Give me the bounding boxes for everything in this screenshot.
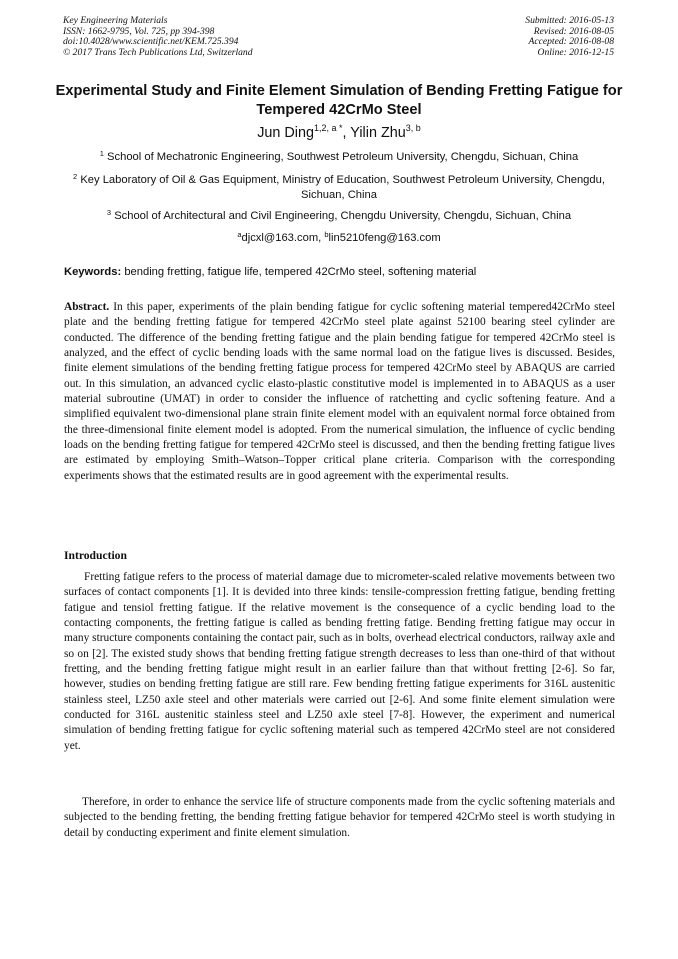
- affiliation-text: School of Architectural and Civil Engineering, Chengdu University, Chengdu, Sichuan, China: [114, 210, 572, 222]
- abstract-text: In this paper, experiments of the plain bending fatigue for cyclic softening material tempered42CrMo steel plate and the bending fretting fatigue for tempered 42CrMo steel plate against 52100 bearing steel cylinder are conducted. The difference of the bending fretting fatigue and the plain bending fatigue for tempered 42CrMo steel is analyzed, and the effect of cyclic bending loads with the same normal load on the fatigue lives is discussed. Besides, finite element simulations of the bending fretting fatigue process for tempered 42CrMo steel by ABAQUS are carried out. In this simulation, an advanced cyclic elasto-plastic constitutive model is implemented in to ABAQUS as a user material subroutine (UMAT) in order to consider the influence of ratchetting and cyclic softening feature. And a simplified equivalent two-dimensional plane strain finite element model with an equivalent normal force obtained from the three-dimensional finite element model is adopted. From the numerical simulation, the influence of cyclic bending loads on the bending fretting fatigue for tempered 42CrMo steel is discussed, and then the bending fretting fatigue lives are estimated by employing Smith–Watson–Topper critical plane criteria. Comparison with the corresponding experiments shows that the estimated results are in good agreement with the experimental results.: [64, 301, 615, 482]
- abstract: [64, 300, 615, 484]
- journal-info: [63, 16, 253, 58]
- affiliation-number: 1: [99, 149, 104, 158]
- introduction-heading: Introduction: [64, 549, 127, 562]
- introduction-paragraph: Therefore, in order to enhance the service life of structure components made from the cyclic softening materials and subjected to the bending fretting, the bending fretting fatigue behavior for tempered 42CrMo steel is worth studying in detail by conducting experiment and finite element simulation.: [64, 796, 615, 839]
- affiliation-2: [50, 173, 628, 202]
- author-name: Yilin Zhu: [350, 125, 406, 141]
- affiliation-number: 3: [106, 208, 112, 217]
- journal-name: Key Engineering Materials: [63, 15, 168, 26]
- revised-date: Revised: 2016-08-05: [533, 25, 614, 37]
- online-date: Online: 2016-12-15: [537, 46, 614, 58]
- author-emails: $^a$djcxl@163.com, $^b$lin5210feng@163.com: [237, 230, 441, 244]
- email-link[interactable]: djcxl@163.com: [241, 232, 319, 244]
- affiliation-number: 2: [73, 172, 78, 181]
- affiliation-3: [50, 209, 628, 224]
- issn-line: ISSN: 1662-9795, Vol. 725, pp 394-398: [63, 25, 215, 37]
- keywords-label: Keywords:: [64, 266, 122, 278]
- author-affiliation-marker: 1,2, a *: [314, 123, 343, 133]
- introduction-paragraph: Fretting fatigue refers to the process of material damage due to micrometer-scaled relative movements between two surfaces of contact components [1]. It is devided into three kinds: tensile-compression fretting fatigue, bending fretting fatigue and tensiol fretting fatigue. If the relative movement is the consequence of a cyclic bending load to the contacting components, the fretting fatigue is called as bending fretting fatige. Bending fretting fatigue may occur in many structure components containing the contact pair, such as in bolts, overhead electrical conductors, railway axle and so on [2]. The existed study shows that bending fretting fatigue strength decreases to less than one-third of that without fretting, and the bending fretting fatigue might result in an earlier failure than that without fretting [2-6]. So far, however, studies on bending fretting fatigue are still rare. Few bending fretting fatigue experiments for 316L austenitic stainless steel, LZ50 axle steel and other materials were carried out [2-6]. And some finite element simulation were conducted for 316L austenitic stainless steel and LZ50 axle steel [7-8]. However, the experiment and numerical simulation of bending fretting fatigue for cyclic softening material such as tempered 42CrMo steel are not considered yet.: [64, 571, 615, 752]
- doi-line: doi:10.4028/www.scientific.net/KEM.725.394: [63, 36, 239, 47]
- author-affiliation-marker: 3, b: [405, 123, 421, 133]
- paper-title: Experimental Study and Finite Element Simulation of Bending Fretting Fatigue for Tempered 42CrMo Steel: [55, 83, 623, 118]
- copyright-line: © 2017 Trans Tech Publications Ltd, Switzerland: [63, 46, 253, 58]
- affiliation-text: Key Laboratory of Oil & Gas Equipment, Ministry of Education, Southwest Petroleum University, Chengdu, Sichuan, China: [80, 174, 605, 201]
- affiliation-1: [50, 150, 628, 165]
- publication-dates: [525, 16, 614, 58]
- email-marker: a: [237, 230, 242, 239]
- author-name: Jun Ding: [257, 125, 315, 141]
- affiliation-text: School of Mechatronic Engineering, Southwest Petroleum University, Chengdu, Sichuan, China: [107, 151, 579, 163]
- accepted-date: Accepted: 2016-08-08: [528, 36, 614, 47]
- author-separator: ,: [342, 125, 351, 141]
- abstract-label: Abstract.: [64, 301, 110, 313]
- author-list: [40, 124, 638, 142]
- email-link[interactable]: lin5210feng@163.com: [328, 232, 441, 244]
- keywords: [64, 265, 616, 279]
- submitted-date: Submitted: 2016-05-13: [525, 15, 614, 26]
- email-marker: b: [324, 230, 329, 239]
- keywords-text: bending fretting, fatigue life, tempered 42CrMo steel, softening material: [124, 266, 477, 278]
